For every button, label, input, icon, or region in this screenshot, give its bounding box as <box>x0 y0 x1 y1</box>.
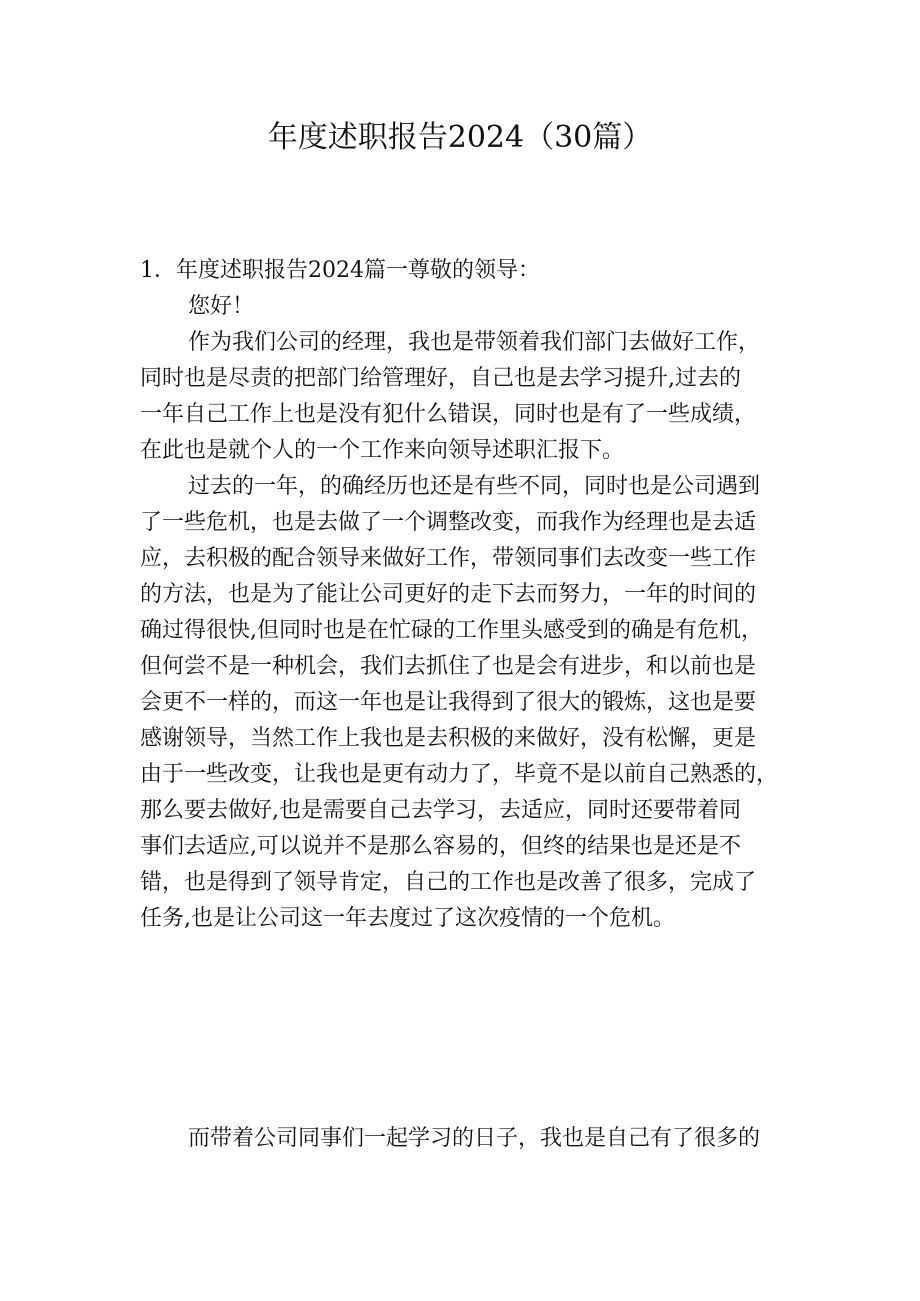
paragraph-line: 事们去适应,可以说并不是那么容易的，但终的结果也是还是不 <box>140 834 741 859</box>
paragraph-line: 了一些危机，也是去做了一个调整改变，而我作为经理也是去适 <box>140 510 757 535</box>
paragraph-line: 而带着公司同事们一起学习的日子，我也是自己有了很多的 <box>188 1126 761 1151</box>
document-body-top <box>140 253 785 937</box>
heading-line: 1．年度述职报告2024篇一尊敬的领导： <box>140 258 540 283</box>
paragraph-1 <box>140 325 785 469</box>
paragraph-line: 同时也是尽责的把部门给管理好，自己也是去学习提升,过去的 <box>140 366 741 391</box>
paragraph-line: 作为我们公司的经理，我也是带领着我们部门去做好工作， <box>188 330 761 355</box>
paragraph-line: 确过得很快,但同时也是在忙碌的工作里头感受到的确是有危机， <box>140 618 763 643</box>
greeting-line: 您好！ <box>188 294 255 319</box>
paragraph-line: 但何尝不是一种机会，我们去抓住了也是会有进步，和以前也是 <box>140 654 757 679</box>
paragraph-line: 应，去积极的配合领导来做好工作，带领同事们去改变一些工作 <box>140 546 757 571</box>
paragraph-line: 会更不一样的，而这一年也是让我得到了很大的锻炼，这也是要 <box>140 690 757 715</box>
paragraph-line: 的方法，也是为了能让公司更好的走下去而努力，一年的时间的 <box>140 582 757 607</box>
paragraph-2 <box>140 469 785 937</box>
paragraph-line: 由于一些改变，让我也是更有动力了，毕竟不是以前自己熟悉的， <box>140 762 779 787</box>
paragraph-line: 任务,也是让公司这一年去度过了这次疫情的一个危机。 <box>140 906 675 931</box>
paragraph-line: 错，也是得到了领导肯定，自己的工作也是改善了很多，完成了 <box>140 870 757 895</box>
paragraph-line: 感谢领导，当然工作上我也是去积极的来做好，没有松懈，更是 <box>140 726 757 751</box>
document-title: 年度述职报告2024（30篇） <box>267 120 653 155</box>
paragraph-3 <box>140 1121 785 1157</box>
paragraph-line: 那么要去做好,也是需要自己去学习，去适应，同时还要带着同 <box>140 798 741 823</box>
paragraph-line: 在此也是就个人的一个工作来向领导述职汇报下。 <box>140 438 625 463</box>
paragraph-line: 一年自己工作上也是没有犯什么错误，同时也是有了一些成绩， <box>140 402 757 427</box>
paragraph-line: 过去的一年，的确经历也还是有些不同，同时也是公司遇到 <box>188 474 761 499</box>
